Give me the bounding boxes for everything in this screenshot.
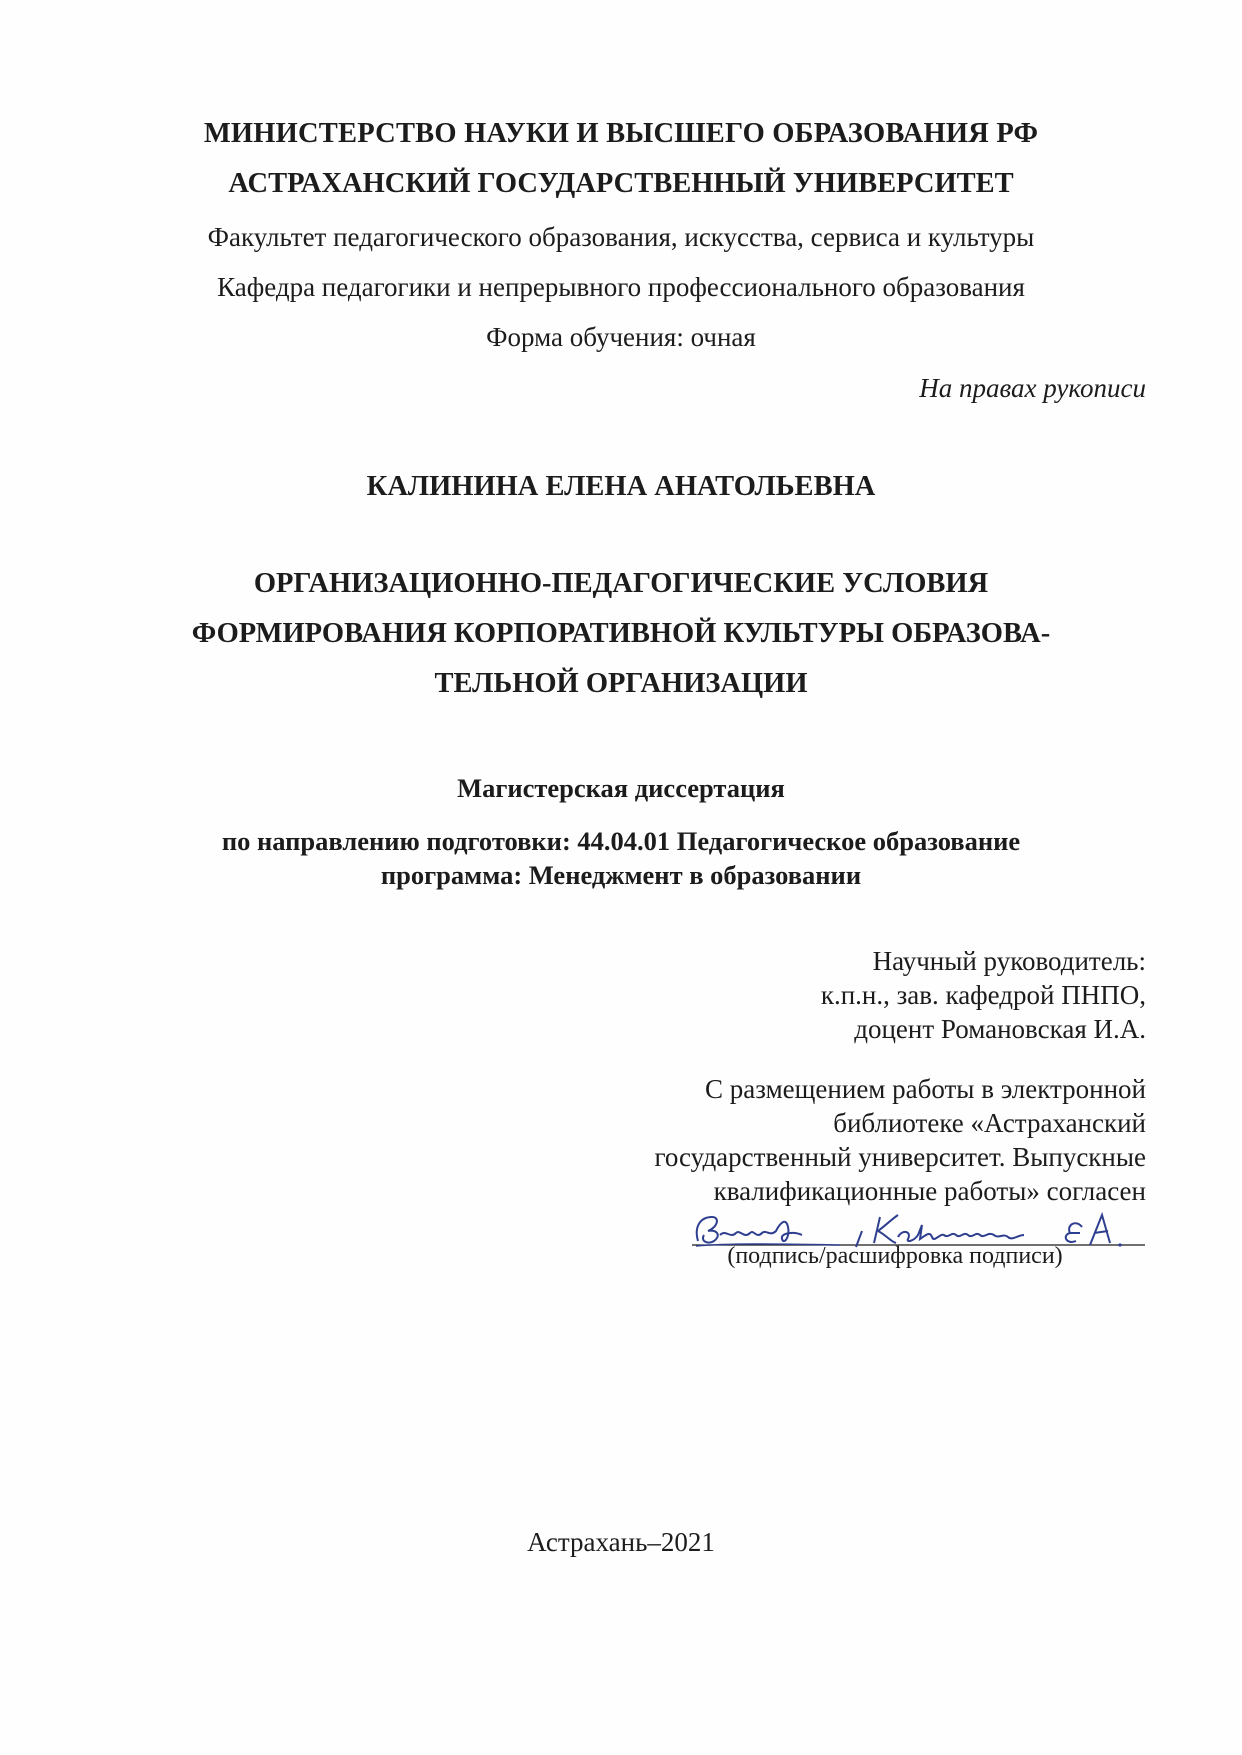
consent-line-1: С размещением работы в электронной bbox=[705, 1074, 1146, 1104]
faculty-line: Факультет педагогического образования, искусства, сервиса и культуры bbox=[207, 222, 1035, 252]
supervisor-block bbox=[821, 944, 1146, 1046]
signature-caption: (подпись/расшифровка подписи) bbox=[727, 1243, 1063, 1269]
study-direction: по направлению подготовки: 44.04.01 Педагогическое образование bbox=[221, 826, 1021, 856]
department-line: Кафедра педагогики и непрерывного профессионального образования bbox=[217, 272, 1025, 302]
consent-block bbox=[654, 1072, 1146, 1208]
author-name: КАЛИНИНА ЕЛЕНА АНАТОЛЬЕВНА bbox=[366, 471, 876, 502]
supervisor-name: доцент Романовская И.А. bbox=[854, 1014, 1146, 1044]
consent-line-3: государственный университет. Выпускные bbox=[654, 1142, 1146, 1172]
thesis-title-line-3: ТЕЛЬНОЙ ОРГАНИЗАЦИИ bbox=[434, 668, 808, 699]
supervisor-label: Научный руководитель: bbox=[872, 946, 1146, 976]
thesis-title-line-1: ОРГАНИЗАЦИОННО-ПЕДАГОГИЧЕСКИЕ УСЛОВИЯ bbox=[253, 568, 989, 599]
thesis-title-line-2: ФОРМИРОВАНИЯ КОРПОРАТИВНОЙ КУЛЬТУРЫ ОБРАЗОВА- bbox=[191, 618, 1051, 649]
study-form-line: Форма обучения: очная bbox=[486, 322, 756, 352]
city-year: Астрахань–2021 bbox=[527, 1527, 715, 1557]
manuscript-note: На правах рукописи bbox=[919, 373, 1146, 403]
consent-line-2: библиотеке «Астраханский bbox=[833, 1108, 1146, 1138]
supervisor-degree: к.п.н., зав. кафедрой ПНПО, bbox=[820, 980, 1146, 1010]
consent-line-4: квалификационные работы» согласен bbox=[713, 1176, 1146, 1206]
university-heading: АСТРАХАНСКИЙ ГОСУДАРСТВЕННЫЙ УНИВЕРСИТЕТ bbox=[228, 168, 1014, 199]
work-type: Магистерская диссертация bbox=[457, 773, 785, 803]
study-program: программа: Менеджмент в образовании bbox=[380, 860, 862, 890]
ministry-heading: МИНИСТЕРСТВО НАУКИ И ВЫСШЕГО ОБРАЗОВАНИЯ РФ bbox=[203, 118, 1039, 149]
